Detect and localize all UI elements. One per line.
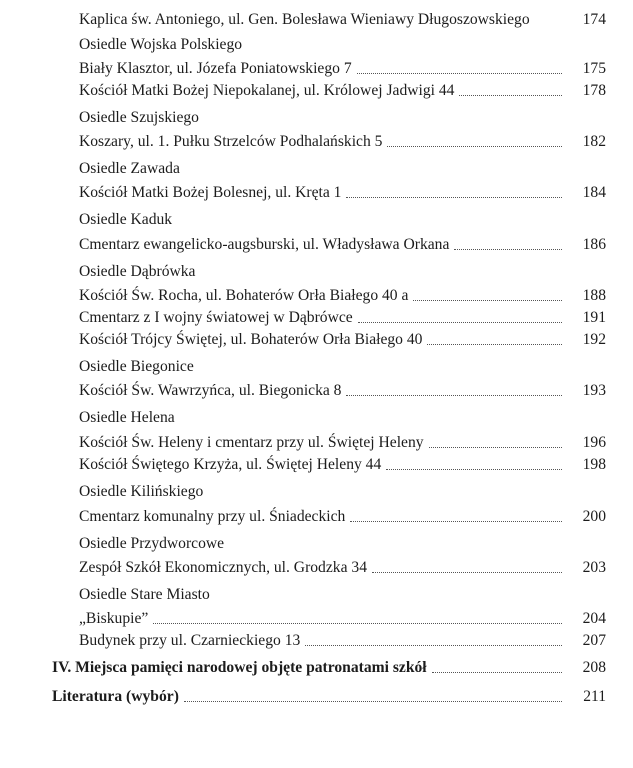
toc-entry-title: Kościół Matki Bożej Bolesnej, ul. Kręta 1 [79, 184, 342, 201]
dot-leader [346, 196, 562, 198]
toc-entry-page: 184 [582, 184, 606, 201]
toc-chapter [52, 685, 606, 707]
toc-entry [79, 130, 606, 152]
dot-leader [305, 644, 562, 646]
dot-leader [386, 468, 562, 470]
toc-entry-title: Cmentarz z I wojny światowej w Dąbrówce [79, 309, 353, 326]
toc-entry [79, 79, 606, 101]
dot-leader [350, 520, 562, 522]
toc-section-heading: Osiedle Zawada [79, 160, 180, 177]
dot-leader [358, 321, 562, 323]
toc-entry-page: 174 [582, 11, 606, 28]
toc-entry-page: 182 [582, 133, 606, 150]
toc-entry [79, 629, 606, 651]
toc-entry [79, 306, 606, 328]
dot-leader [372, 571, 562, 573]
dot-leader [413, 299, 562, 301]
toc-entry-title: Biały Klasztor, ul. Józefa Poniatowskiego 7 [79, 60, 352, 77]
toc-entry-title: Budynek przy ul. Czarnieckiego 13 [79, 632, 301, 649]
toc-entry [79, 607, 606, 629]
toc-entry-title: Zespół Szkół Ekonomicznych, ul. Grodzka 34 [79, 559, 367, 576]
toc-entry-title: Kościół Świętego Krzyża, ul. Świętej Heleny 44 [79, 456, 382, 473]
toc-section-heading: Osiedle Stare Miasto [79, 586, 210, 603]
toc-entry [79, 431, 606, 453]
toc-entry-page: 193 [582, 382, 606, 399]
toc-entry-title: Koszary, ul. 1. Pułku Strzelców Podhalańskich 5 [79, 133, 383, 150]
dot-leader [454, 248, 562, 250]
toc-entry-title: Cmentarz komunalny przy ul. Śniadeckich [79, 508, 346, 525]
toc-entry [79, 505, 606, 527]
toc-entry-title: Kościół Św. Wawrzyńca, ul. Biegonicka 8 [79, 382, 342, 399]
toc-entry [79, 57, 606, 79]
dot-leader [429, 446, 562, 448]
toc-chapter-page: 208 [582, 659, 606, 676]
toc-entry [79, 284, 606, 306]
dot-leader [427, 343, 562, 345]
toc-entry-title: Kościół Trójcy Świętej, ul. Bohaterów Orła Białego 40 [79, 331, 423, 348]
toc-entry [79, 8, 606, 30]
toc-section-heading: Osiedle Przydworcowe [79, 535, 225, 552]
toc-entry-page: 200 [582, 508, 606, 525]
dot-leader [184, 700, 562, 702]
toc-chapter-title: Literatura (wybór) [52, 688, 179, 705]
toc-entry-page: 188 [582, 287, 606, 304]
toc-entry-title: Kościół Św. Rocha, ul. Bohaterów Orła Białego 40 a [79, 287, 409, 304]
toc-entry-page: 198 [582, 456, 606, 473]
toc-entry-title: Cmentarz ewangelicko-augsburski, ul. Władysława Orkana [79, 236, 450, 253]
toc-section-heading: Osiedle Helena [79, 409, 175, 426]
toc-entry-page: 192 [582, 331, 606, 348]
toc-section-heading: Osiedle Kilińskiego [79, 483, 204, 500]
toc-chapter-page: 211 [583, 688, 606, 705]
toc-chapter-title: IV. Miejsca pamięci narodowej objęte patronatami szkół [52, 659, 427, 676]
toc-entry-title: Kościół Św. Heleny i cmentarz przy ul. Świętej Heleny [79, 434, 424, 451]
toc-entry [79, 233, 606, 255]
dot-leader [346, 394, 562, 396]
toc-entry [79, 328, 606, 350]
toc-entry [79, 181, 606, 203]
dot-leader [459, 94, 562, 96]
toc-entry-page: 175 [582, 60, 606, 77]
toc-section-heading: Osiedle Wojska Polskiego [79, 36, 243, 53]
dot-leader [357, 72, 562, 74]
toc-entry-title: Kaplica św. Antoniego, ul. Gen. Bolesława Wieniawy Długoszowskiego [79, 11, 530, 28]
toc-entry-page: 191 [582, 309, 606, 326]
toc-section-heading: Osiedle Szujskiego [79, 109, 199, 126]
toc-chapter [52, 656, 606, 678]
dot-leader [432, 671, 562, 673]
toc-entry-page: 207 [582, 632, 606, 649]
toc-entry-page: 203 [582, 559, 606, 576]
toc-entry [79, 556, 606, 578]
toc-entry-page: 204 [582, 610, 606, 627]
dot-leader [387, 145, 562, 147]
toc-section-heading: Osiedle Kaduk [79, 211, 173, 228]
toc-entry-page: 196 [582, 434, 606, 451]
toc-entry [79, 379, 606, 401]
toc-entry-page: 178 [582, 82, 606, 99]
toc-entry-title: Kościół Matki Bożej Niepokalanej, ul. Królowej Jadwigi 44 [79, 82, 455, 99]
toc-entry-page: 186 [582, 236, 606, 253]
toc-section-heading: Osiedle Dąbrówka [79, 263, 196, 280]
toc-entry-title: „Biskupie” [79, 610, 149, 627]
toc-entry [79, 453, 606, 475]
dot-leader [530, 24, 566, 25]
dot-leader [153, 622, 562, 624]
toc-section-heading: Osiedle Biegonice [79, 358, 194, 375]
